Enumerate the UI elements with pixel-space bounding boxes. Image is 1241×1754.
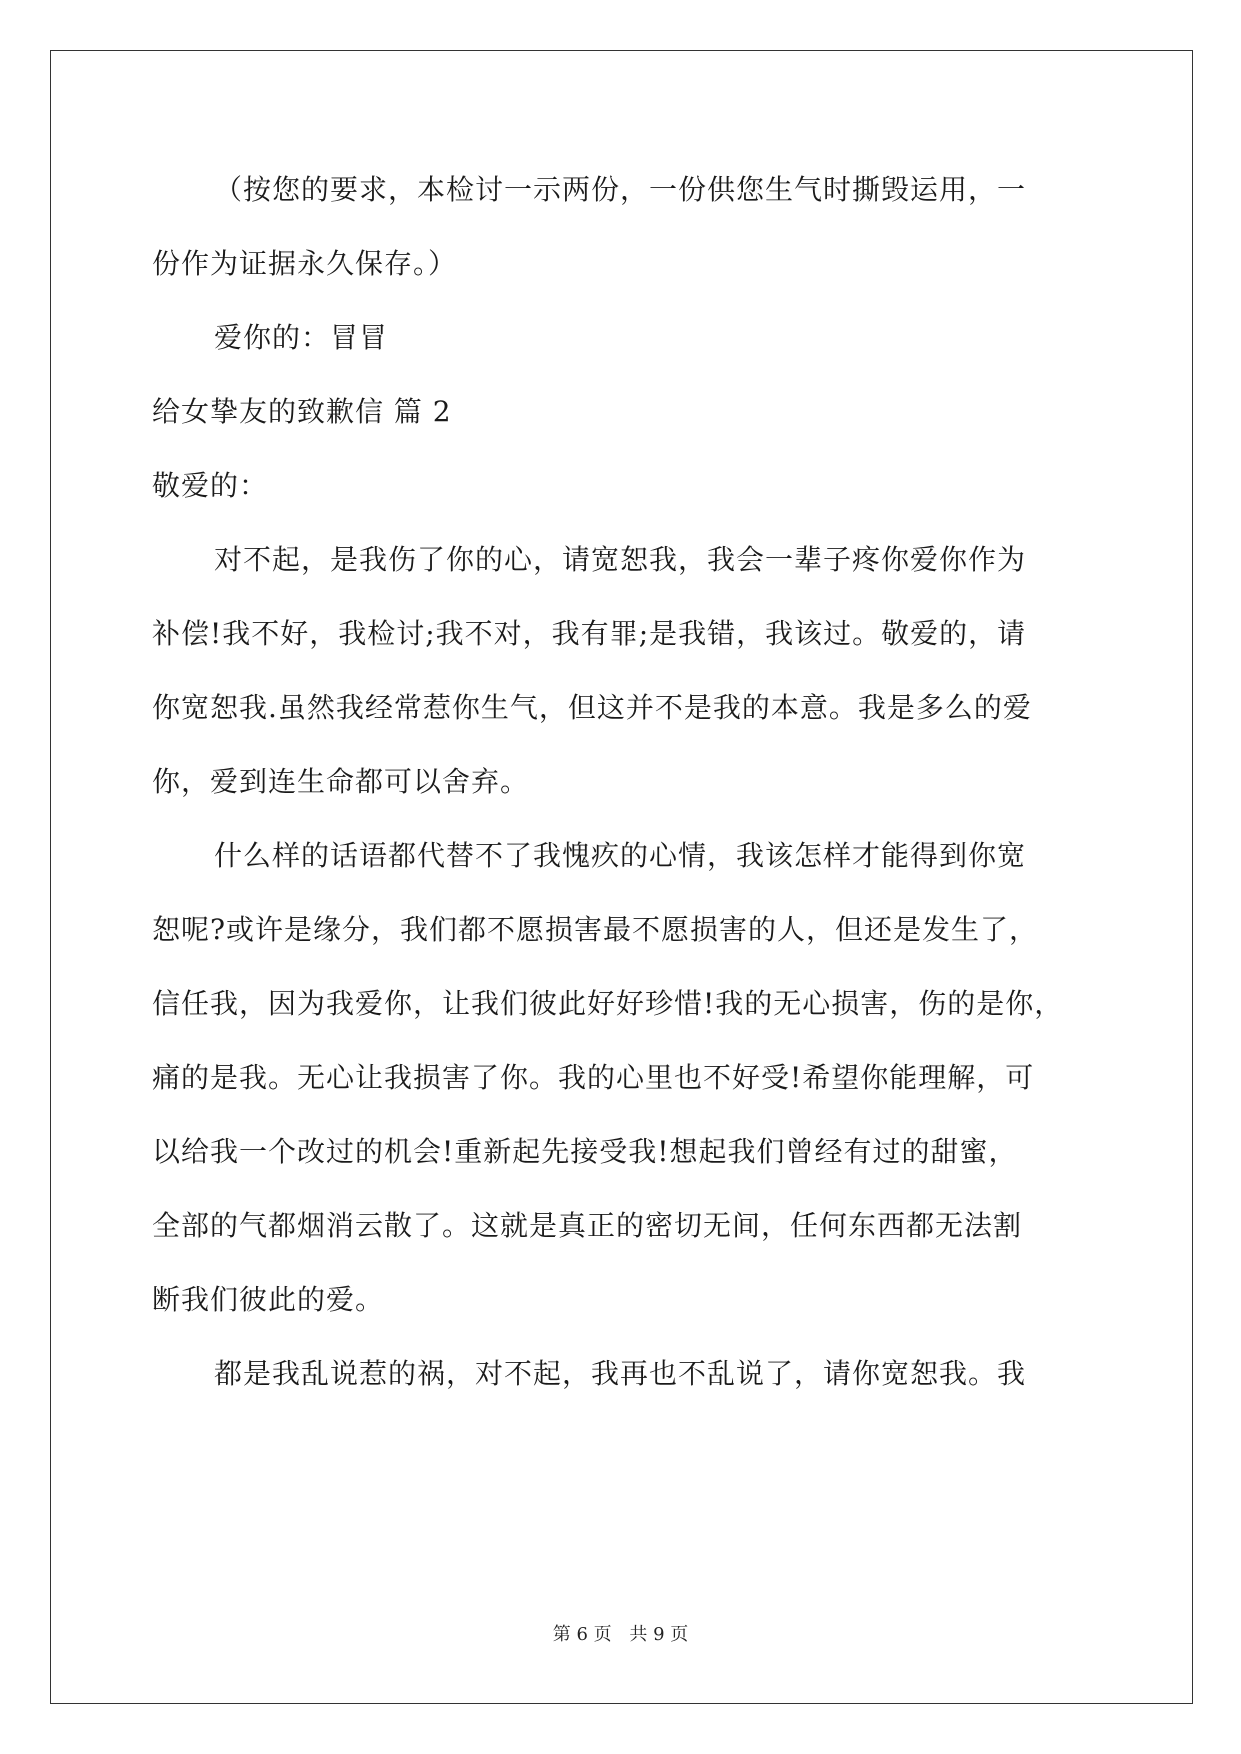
page-footer (0, 1620, 1241, 1646)
paragraph-line: （按您的要求，本检讨一示两份，一份供您生气时撕毁运用，一 (214, 173, 1027, 206)
paragraph-line: 你，爱到连生命都可以舍弃。 (152, 765, 530, 798)
page-total: 共 9 页 (629, 1624, 689, 1645)
paragraph-line: 什么样的话语都代替不了我愧疚的心情，我该怎样才能得到你宽 (214, 839, 1027, 872)
paragraph-line: 份作为证据永久保存。） (152, 247, 458, 280)
paragraph-line: 痛的是我。无心让我损害了你。我的心里也不好受!希望你能理解，可 (152, 1061, 1035, 1094)
section-title: 给女挚友的致歉信 篇 2 (152, 395, 452, 428)
paragraph-line: 以给我一个改过的机会!重新起先接受我!想起我们曾经有过的甜蜜， (152, 1135, 1018, 1168)
salutation: 敬爱的： (152, 469, 269, 502)
paragraph-line: 恕呢?或许是缘分，我们都不愿损害最不愿损害的人，但还是发生了， (152, 913, 1039, 946)
paragraph-line: 补偿!我不好，我检讨;我不对，我有罪;是我错，我该过。敬爱的，请 (152, 617, 1027, 650)
paragraph-line: 都是我乱说惹的祸，对不起，我再也不乱说了，请你宽恕我。我 (214, 1357, 1027, 1390)
paragraph-line: 信任我，因为我爱你，让我们彼此好好珍惜!我的无心损害，伤的是你， (152, 987, 1064, 1020)
paragraph-line: 你宽恕我.虽然我经常惹你生气，但这并不是我的本意。我是多么的爱 (152, 691, 1032, 724)
paragraph-line: 对不起，是我伤了你的心，请宽恕我，我会一辈子疼你爱你作为 (214, 543, 1027, 576)
paragraph-line: 断我们彼此的爱。 (152, 1283, 385, 1316)
page-number: 第 6 页 (552, 1624, 612, 1645)
signature-line: 爱你的：冒冒 (214, 321, 389, 354)
paragraph-line: 全部的气都烟消云散了。这就是真正的密切无间，任何东西都无法割 (152, 1209, 1023, 1242)
document-body (152, 163, 1102, 1401)
